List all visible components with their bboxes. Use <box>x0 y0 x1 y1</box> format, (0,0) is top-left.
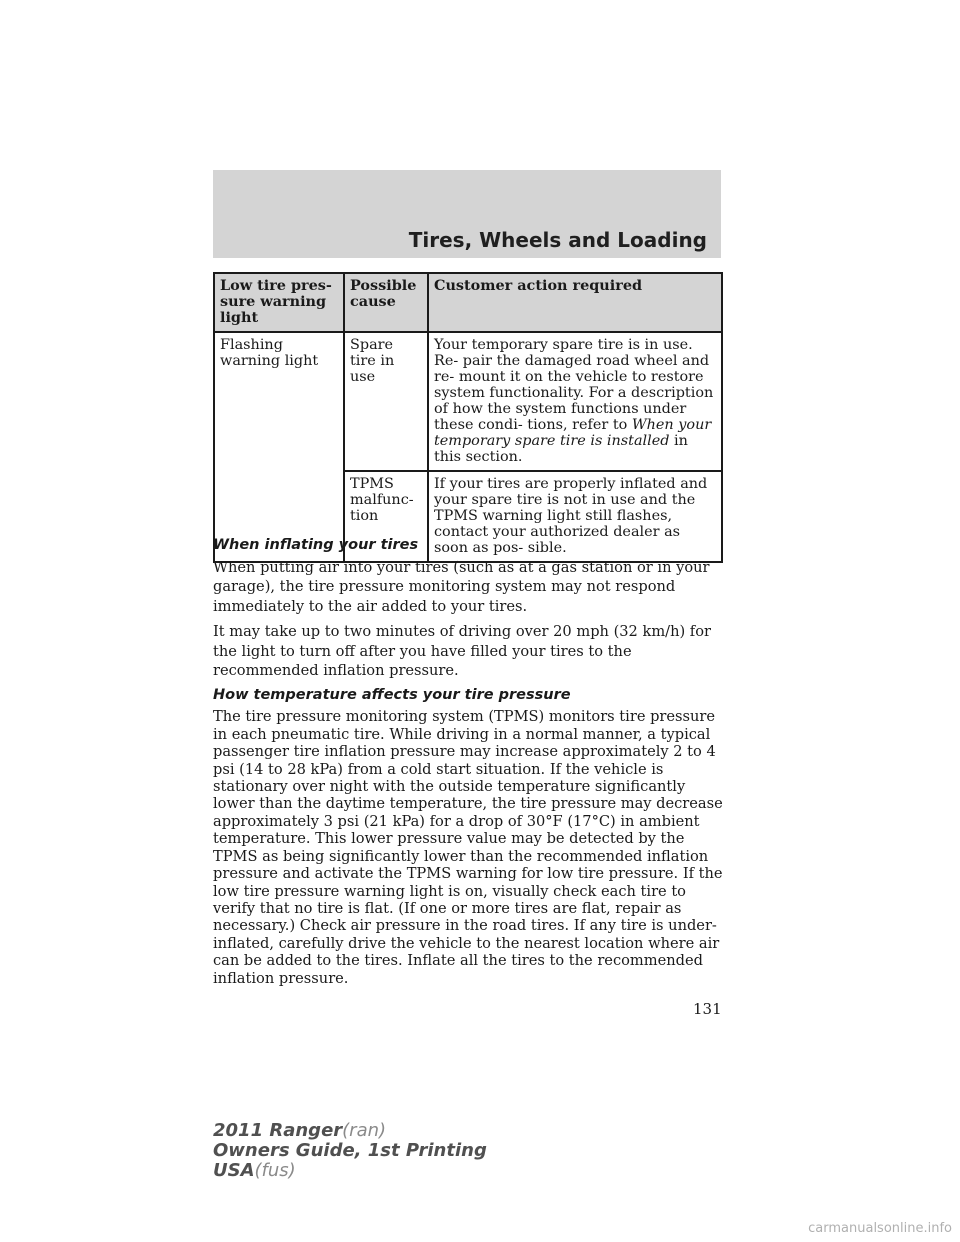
paragraph: The tire pressure monitoring system (TPMS) monitors tire pressure in each pneumatic tire. While driving in a normal manner, a typical passenger tire inflation pressure may increase approximately 2 to 4 psi (14 to 28 kPa) from a cold start situation. If the vehicle is stationary over night with the outside temperature significantly lower than the daytime temperature, the tire pressure may decrease approximately 3 psi (21 kPa) for a drop of 30°F (17°C) in ambient temperature. This lower pressure value may be detected by the TPMS as being significantly lower than the recommended inflation pressure and activate the TPMS warning for low tire pressure. If the low tire pressure warning light is on, visually check each tire to verify that no tire is flat. (If one or more tires are flat, repair as necessary.) Check air pressure in the road tires. If any tire is under-inflated, carefully drive the vehicle to the nearest location where air can be added to the tires. Inflate all the tires to the recommended inflation pressure. <box>213 708 723 987</box>
header-possible-cause: Possible cause <box>344 273 428 332</box>
footer-model-code: (ran) <box>342 1120 387 1141</box>
tpms-warning-table <box>213 272 723 563</box>
section-title: Tires, Wheels and Loading <box>408 228 707 252</box>
section-header-band <box>213 170 721 258</box>
table-header-row <box>214 273 722 332</box>
heading-temperature-pressure: How temperature affects your tire pressure <box>213 687 571 704</box>
cell-customer-action <box>428 332 722 471</box>
footer-model: 2011 Ranger <box>213 1120 343 1141</box>
cell-possible-cause: TPMS malfunc- tion <box>344 471 428 562</box>
paragraph: When putting air into your tires (such as at a gas station or in your garage), the tire pressure monitoring system may not respond immediately to the air added to your tires. <box>213 559 710 615</box>
footer-line <box>213 1121 487 1141</box>
watermark-text: carmanualsonline.info <box>808 1221 952 1236</box>
footer-line <box>213 1141 487 1161</box>
action-suffix: in this section. <box>434 433 688 465</box>
cell-customer-action: If your tires are properly inflated and your spare tire is not in use and the TPMS warning light still flashes, contact your authorized dealer as soon as pos- sible. <box>428 471 722 562</box>
footer-market: USA <box>213 1160 255 1181</box>
document-footer <box>213 1121 487 1181</box>
footer-line <box>213 1161 487 1181</box>
cell-possible-cause: Spare tire in use <box>344 332 428 471</box>
paragraph: It may take up to two minutes of driving over 20 mph (32 km/h) for the light to turn off after you have filled your tires to the recommended inflation pressure. <box>213 623 711 680</box>
body-content <box>213 536 723 993</box>
page-number: 131 <box>693 1000 722 1018</box>
action-reference: When your temporary spare tire is installed <box>434 417 712 449</box>
table-row <box>214 332 722 471</box>
footer-guide: Owners Guide, 1st Printing <box>213 1140 487 1161</box>
action-text: Your temporary spare tire is in use. Re- pair the damaged road wheel and re- mount it on the vehicle to restore system functionality. For a description of how the system functions under these condi- tions, refer to <box>434 337 714 433</box>
cell-warning-light: Flashing warning light <box>214 332 344 562</box>
header-customer-action: Customer action required <box>428 273 722 332</box>
header-warning-light: Low tire pres- sure warning light <box>214 273 344 332</box>
footer-market-code: (fus) <box>254 1160 296 1181</box>
heading-inflating-tires: When inflating your tires <box>213 537 419 553</box>
